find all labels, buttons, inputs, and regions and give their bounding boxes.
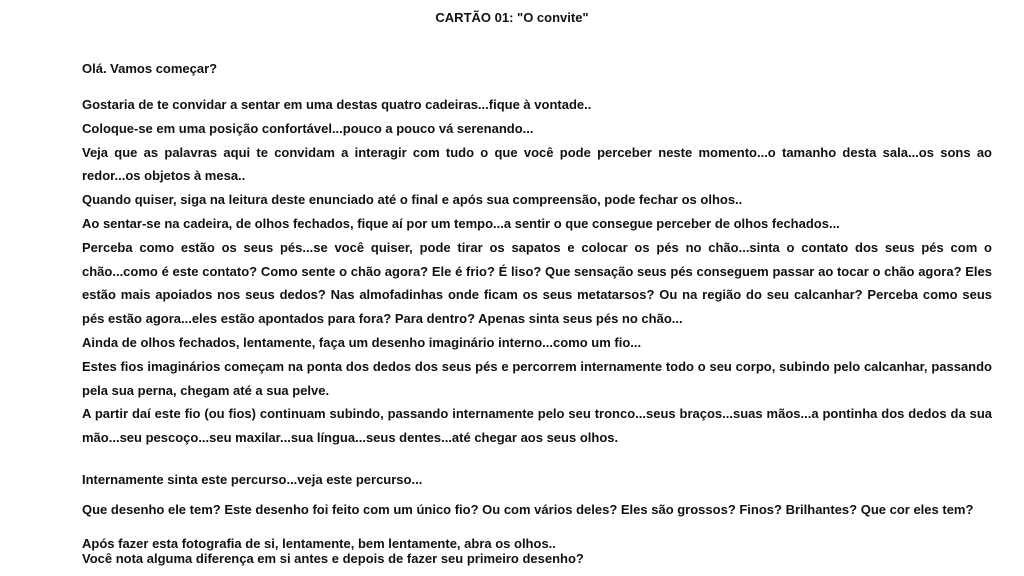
paragraph-2: Coloque-se em uma posição confortável...pouco a pouco vá serenando...	[82, 120, 534, 136]
questions-block	[82, 498, 992, 522]
closing-line-1: Após fazer esta fotografia de si, lentamente, bem lentamente, abra os olhos..	[82, 536, 556, 551]
percurso-text: Internamente sinta este percurso...veja este percurso...	[82, 472, 423, 487]
paragraph-5: Ao sentar-se na cadeira, de olhos fechados, fique aí por um tempo...a sentir o que consegue perceber de olhos fechados...	[82, 215, 840, 231]
paragraph-6: Perceba como estão os seus pés...se você quiser, pode tirar os sapatos e colocar os pés no chão...sinta o contato dos seus pés com o chão...como é este contato? Como sente o chão agora? Ele é frio? É liso? Que sensação seus pés conseguem passar ao tocar o chão agora? Eles estão mais apoiados nos seus dedos? Nas almofadinhas onde ficam os seus metatarsos? Ou na região do seu calcanhar? Perceba como seus pés estão agora...eles estão apontados para fora? Para dentro? Apenas sinta seus pés no chão...	[82, 239, 992, 327]
paragraph-9: A partir daí este fio (ou fios) continuam subindo, passando internamente pelo seu tronco...seus braços...suas mãos...a pontinha dos dedos da sua mão...seu pescoço...seu maxilar...sua língua...seus dentes...até chegar aos seus olhos.	[82, 406, 992, 446]
closing-block	[82, 536, 992, 566]
body-paragraphs	[82, 93, 992, 450]
percurso-block	[82, 468, 992, 492]
paragraph-4: Quando quiser, siga na leitura deste enunciado até o final e após sua compreensão, pode fechar os olhos..	[82, 192, 743, 208]
paragraph-3: Veja que as palavras aqui te convidam a interagir com tudo o que você pode perceber neste momento...o tamanho desta sala...os sons ao redor...os objetos à mesa..	[82, 144, 992, 184]
paragraph-7: Ainda de olhos fechados, lentamente, faça um desenho imaginário interno...como um fio...	[82, 334, 642, 350]
greeting-block	[82, 57, 992, 81]
paragraph-1: Gostaria de te convidar a sentar em uma destas quatro cadeiras...fique à vontade..	[82, 97, 592, 112]
greeting-text: Olá. Vamos começar?	[82, 61, 218, 76]
paragraph-8: Estes fios imaginários começam na ponta dos dedos dos seus pés e percorrem internamente todo o seu corpo, subindo pelo calcanhar, passando pela sua perna, chegam até a sua pelve.	[82, 358, 992, 398]
questions-text: Que desenho ele tem? Este desenho foi feito com um único fio? Ou com vários deles? Eles são grossos? Finos? Brilhantes? Que cor eles tem?	[82, 502, 974, 517]
card-title: CARTÃO 01: "O convite"	[435, 10, 589, 25]
closing-line-2: Você nota alguma diferença em si antes e depois de fazer seu primeiro desenho?	[82, 551, 584, 566]
